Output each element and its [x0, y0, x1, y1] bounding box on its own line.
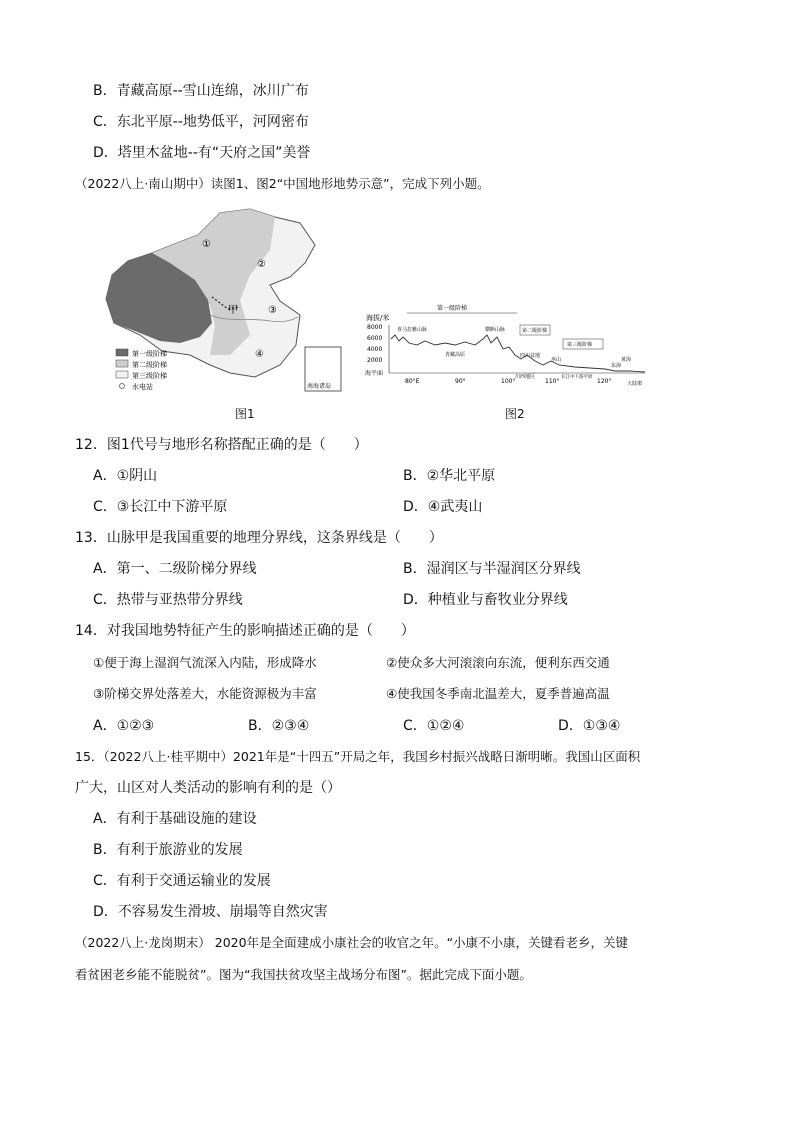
q12-option-c: C．③长江中下游平原	[93, 499, 228, 515]
q12-option-b: B．②华北平原	[403, 468, 496, 484]
q13-option-d: D．种植业与畜牧业分界线	[403, 592, 568, 608]
question-group-intro: （2022八上·南山期中）读图1、图2“中国地形地势示意”，完成下列小题。	[75, 176, 490, 191]
q12-option-a: A．①阴山	[93, 468, 158, 484]
q14-statement-4: ④使我国冬季南北温差大，夏季普遍高温	[386, 686, 610, 701]
map-mark-1: ①	[202, 239, 211, 250]
inset-label: 南海诸岛	[307, 383, 332, 390]
q14-option-b: B．②③④	[248, 718, 310, 734]
q15-stem-line-2: 广大，山区对人类活动的影响有利的是（）	[75, 780, 341, 796]
label-himalaya: 喜马拉雅山脉	[397, 327, 428, 333]
label-huanghai: 黄海	[621, 357, 632, 363]
q14-statement-1: ①便于海上湿润气流深入内陆，形成降水	[93, 655, 317, 670]
ytick-8000: 8000	[367, 324, 383, 331]
q14-option-a: A．①②③	[93, 718, 155, 734]
option-c: C．东北平原--地势低平，河网密布	[93, 114, 309, 130]
xtick-90: 90°	[455, 378, 466, 385]
label-changjiang: 长江中下游平原	[561, 375, 593, 380]
figure-1-map	[100, 205, 350, 400]
profile-terrain-line	[391, 335, 645, 372]
q15-option-b: B．有利于旅游业的发展	[93, 842, 243, 858]
profile-ylabel: 海拔/米	[366, 314, 390, 322]
q15-option-c: C．有利于交通运输业的发展	[93, 873, 271, 889]
map-mark-3: ③	[268, 305, 277, 316]
q13-option-a: A．第一、二级阶梯分界线	[93, 561, 257, 577]
legend-step-3: 第三级阶梯	[132, 372, 167, 380]
q15-option-d: D．不容易发生滑坡、崩塌等自然灾害	[93, 904, 328, 920]
figure-1-caption: 图1	[235, 407, 255, 421]
xtick-110: 110°	[545, 378, 560, 385]
step-1-label: 第一级阶梯	[437, 305, 468, 312]
q13-option-c: C．热带与亚热带分界线	[93, 592, 243, 608]
q12-stem: 12．图1代号与地形名称搭配正确的是（ ）	[75, 437, 368, 453]
q13-option-b: B．湿润区与半湿润区分界线	[403, 561, 581, 577]
q14-option-c: C．①②④	[403, 718, 465, 734]
map-mark-4: ④	[255, 349, 264, 360]
option-b: B．青藏高原--雪山连绵，冰川广布	[93, 83, 309, 99]
map-mark-jia: 甲	[228, 305, 238, 316]
xtick-100: 100°	[501, 378, 516, 385]
step-2-label: 第二级阶梯	[522, 328, 548, 334]
option-d: D．塔里木盆地--有“天府之国”美誉	[93, 145, 311, 161]
xtick-80: 80°E	[405, 378, 420, 385]
label-donghai: 东海	[611, 363, 622, 369]
map-mark-2: ②	[257, 259, 266, 270]
q15-option-a: A．有利于基础设施的建设	[93, 811, 257, 827]
label-wushan: 巫山	[551, 357, 562, 363]
question-group-intro-2-line-2: 看贫困老乡能不能脱贫”。图为“我国扶贫攻坚主战场分布图”。据此完成下面小题。	[75, 967, 532, 982]
q15-stem-line-1: 15．（2022八上·桂平期中）2021年是“十四五”开局之年，我国乡村振兴战略日渐明晰。我国山区面积	[75, 749, 641, 764]
q12-option-d: D．④武夷山	[403, 499, 483, 515]
label-sichuan: 四川盆地	[520, 353, 541, 359]
label-continental-shelf: 大陆架	[627, 381, 643, 387]
figure-2-profile	[365, 295, 650, 395]
legend-step-1: 第一级阶梯	[132, 350, 167, 358]
legend-hydropower: 水电站	[132, 383, 153, 391]
ytick-4000: 4000	[367, 346, 383, 353]
ytick-6000: 6000	[367, 335, 383, 342]
q14-stem: 14．对我国地势特征产生的影响描述正确的是（ ）	[75, 623, 415, 639]
legend-step-2: 第二级阶梯	[132, 361, 167, 369]
label-chuanxi: 川西地区	[515, 374, 536, 380]
q14-statement-2: ②使众多大河滚滚向东流，便利东西交通	[386, 655, 610, 670]
ytick-2000: 2000	[367, 357, 383, 364]
label-hengduan: 横断山脉	[485, 327, 506, 333]
xtick-120: 120°	[597, 378, 612, 385]
ytick-sea-level: 海平面	[365, 370, 384, 377]
q14-option-d: D．①③④	[558, 718, 621, 734]
q14-statement-3: ③阶梯交界处落差大，水能资源极为丰富	[93, 686, 317, 701]
label-qingzang: 青藏高原	[445, 352, 466, 358]
question-group-intro-2-line-1: （2022八上·龙岗期末） 2020年是全面建成小康社会的收官之年。“小康不小康，关键看老乡，关键	[75, 935, 629, 950]
figure-2-caption: 图2	[505, 407, 525, 421]
q13-stem: 13．山脉甲是我国重要的地理分界线，这条界线是（ ）	[75, 530, 443, 546]
step-3-label: 第三级阶梯	[567, 342, 593, 348]
